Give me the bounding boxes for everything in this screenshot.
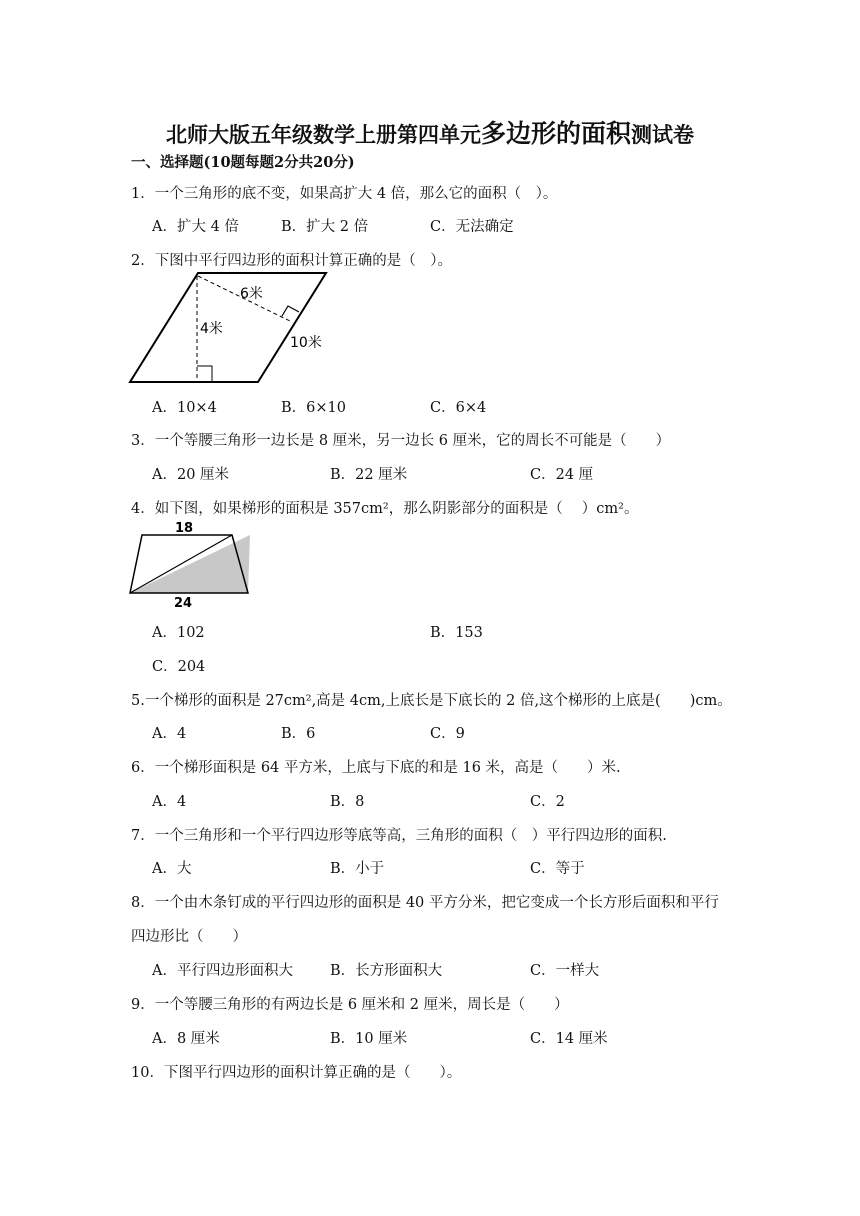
- question-9-text: 9．一个等腰三角形的有两边长是 6 厘米和 2 厘米，周长是（ ）: [131, 997, 569, 1013]
- q3-option-a: A．20 厘米: [152, 467, 230, 483]
- title-part1: 北师大版五年级数学上册第四单元: [165, 122, 481, 147]
- q6-option-b: B．8: [330, 794, 365, 810]
- q7-option-c: C．等于: [530, 861, 585, 877]
- parallelogram-shape: [130, 273, 326, 382]
- right-angle-mark-side: [282, 306, 299, 316]
- question-7-text: 7．一个三角形和一个平行四边形等底等高，三角形的面积（ ）平行四边形的面积.: [131, 828, 667, 844]
- q4-option-b: B．153: [430, 625, 483, 641]
- q5-option-a: A．4: [152, 726, 187, 742]
- q3-option-b: B．22 厘米: [330, 467, 408, 483]
- trapezoid-figure: [128, 519, 253, 611]
- label-4m: 4米: [200, 321, 223, 337]
- q8-option-c: C．一样大: [530, 963, 600, 979]
- label-top-base: 18: [175, 521, 194, 536]
- q8-option-b: B．长方形面积大: [330, 963, 443, 979]
- q1-option-c: C．无法确定: [430, 219, 514, 235]
- q2-option-b: B．6×10: [281, 400, 346, 416]
- question-5-text: 5.一个梯形的面积是 27cm²,高是 4cm,上底长是下底长的 2 倍,这个梯形的上底是( )cm。: [131, 693, 732, 709]
- question-10-text: 10．下图平行四边形的面积计算正确的是（ ）。: [131, 1065, 462, 1081]
- q4-option-a: A．102: [152, 625, 205, 641]
- q4-option-c: C．204: [152, 659, 206, 675]
- q2-option-c: C．6×4: [430, 400, 487, 416]
- q3-option-c: C．24 厘: [530, 467, 594, 483]
- parallelogram-figure: [128, 270, 333, 388]
- q9-option-b: B．10 厘米: [330, 1031, 408, 1047]
- q7-option-b: B．小于: [330, 861, 385, 877]
- q6-option-a: A．4: [152, 794, 187, 810]
- label-bottom-base: 24: [174, 596, 193, 611]
- label-10m: 10米: [290, 335, 322, 351]
- question-8-text-line1: 8．一个由木条钉成的平行四边形的面积是 40 平方分米，把它变成一个长方形后面积和平行: [131, 895, 719, 911]
- q9-option-a: A．8 厘米: [152, 1031, 220, 1047]
- title-part2: 多边形的面积: [480, 119, 631, 148]
- q7-option-a: A．大: [152, 861, 192, 877]
- q1-option-b: B．扩大 2 倍: [281, 219, 369, 235]
- question-3-text: 3．一个等腰三角形一边长是 8 厘米，另一边长 6 厘米，它的周长不可能是（ ）: [131, 433, 671, 449]
- page-title: [0, 114, 860, 150]
- label-6m: 6米: [240, 286, 263, 302]
- question-6-text: 6．一个梯形面积是 64 平方米，上底与下底的和是 16 米，高是（ ）米.: [131, 760, 621, 776]
- title-part3: 测试卷: [631, 122, 694, 147]
- question-2-text: 2．下图中平行四边形的面积计算正确的是（ ）。: [131, 253, 452, 269]
- question-4-text: 4．如下图，如果梯形的面积是 357cm²，那么阴影部分的面积是（ ）cm²。: [131, 501, 639, 517]
- q5-option-b: B．6: [281, 726, 316, 742]
- question-8-text-line2: 四边形比（ ）: [131, 929, 247, 945]
- q8-option-a: A．平行四边形面积大: [152, 963, 293, 979]
- q5-option-c: C．9: [430, 726, 465, 742]
- q9-option-c: C．14 厘米: [530, 1031, 608, 1047]
- right-angle-mark-bottom: [197, 366, 212, 382]
- q2-option-a: A．10×4: [152, 400, 217, 416]
- section-heading: 一、选择题(10题每题2分共20分): [131, 154, 355, 171]
- q1-option-a: A．扩大 4 倍: [152, 219, 239, 235]
- question-1-text: 1．一个三角形的底不变，如果高扩大 4 倍，那么它的面积（ ）。: [131, 186, 558, 202]
- shaded-triangle: [130, 535, 250, 593]
- q6-option-c: C．2: [530, 794, 565, 810]
